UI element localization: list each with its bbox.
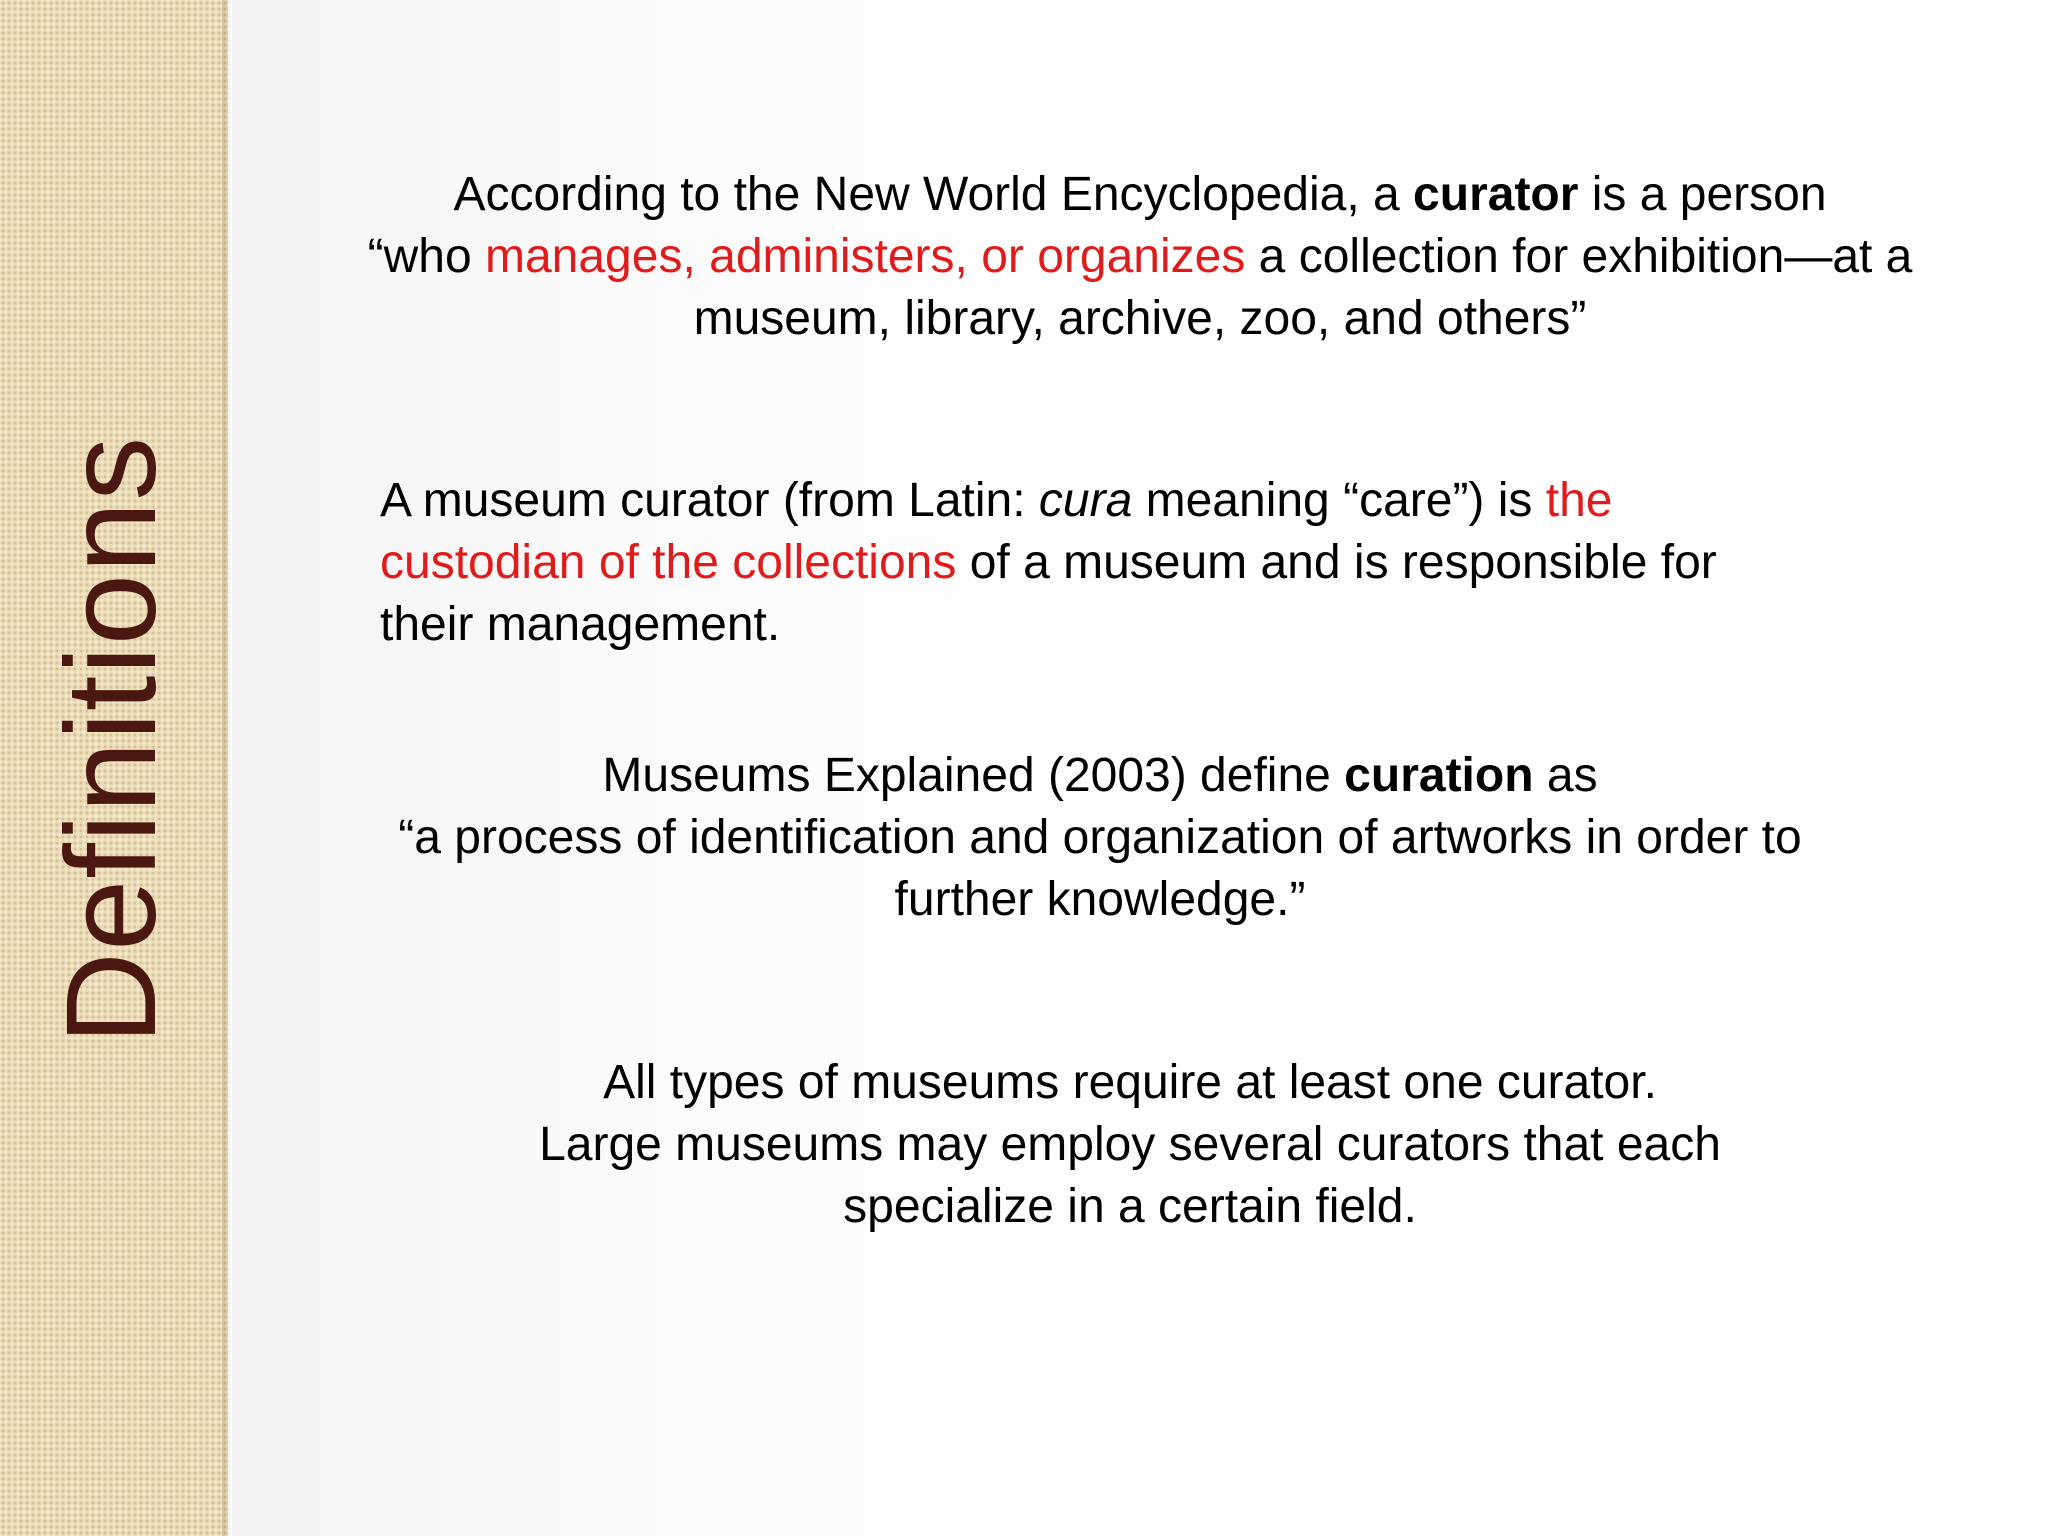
p1-term-curator: curator bbox=[1413, 168, 1579, 221]
p1-line1 bbox=[232, 164, 2048, 226]
p3-term-curation: curation bbox=[1344, 749, 1534, 802]
p2-text-mid: meaning “care”) is bbox=[1132, 474, 1546, 527]
p1-line1-pre: According to the New World Encyclopedia, a bbox=[453, 168, 1414, 221]
definition-curator-encyclopedia bbox=[232, 164, 2048, 350]
p1-line1-post: is a person bbox=[1578, 168, 1827, 221]
p2-text-post: of a museum and is responsible for bbox=[956, 536, 1717, 589]
p3-line2: “a process of identification and organization of artworks in order to bbox=[398, 811, 1802, 864]
p3-line1-pre: Museums Explained (2003) define bbox=[602, 749, 1345, 802]
slide-title: Definitions bbox=[40, 435, 183, 1045]
p2-line1 bbox=[380, 470, 1880, 532]
p4-line3: specialize in a certain field. bbox=[843, 1180, 1417, 1233]
p1-line2-pre: “who bbox=[367, 230, 485, 283]
museum-curator-requirements bbox=[420, 1052, 1840, 1238]
p3-line1-post: as bbox=[1533, 749, 1598, 802]
p4-line2: Large museums may employ several curators that each bbox=[539, 1118, 1721, 1171]
definition-curation bbox=[300, 745, 1900, 931]
p2-text-pre: A museum curator (from Latin: bbox=[380, 474, 1039, 527]
p1-line3: museum, library, archive, zoo, and others” bbox=[693, 292, 1587, 345]
p2-latin-term: cura bbox=[1038, 474, 1133, 527]
p2-line3: their management. bbox=[380, 598, 781, 651]
p3-line1 bbox=[300, 745, 1900, 807]
p3-line3: further knowledge.” bbox=[894, 873, 1306, 926]
p1-line2-post: a collection for exhibition—at a bbox=[1245, 230, 1913, 283]
sidebar-shadow-edge bbox=[222, 0, 232, 1536]
p1-highlight: manages, administers, or organizes bbox=[484, 230, 1246, 283]
p2-line2 bbox=[380, 532, 1880, 594]
p1-line2 bbox=[232, 226, 2048, 288]
definition-museum-curator bbox=[380, 470, 1880, 656]
p2-highlight-2: custodian of the collections bbox=[380, 536, 957, 589]
p4-line1: All types of museums require at least one curator. bbox=[603, 1056, 1657, 1109]
p2-highlight-1: the bbox=[1545, 474, 1613, 527]
